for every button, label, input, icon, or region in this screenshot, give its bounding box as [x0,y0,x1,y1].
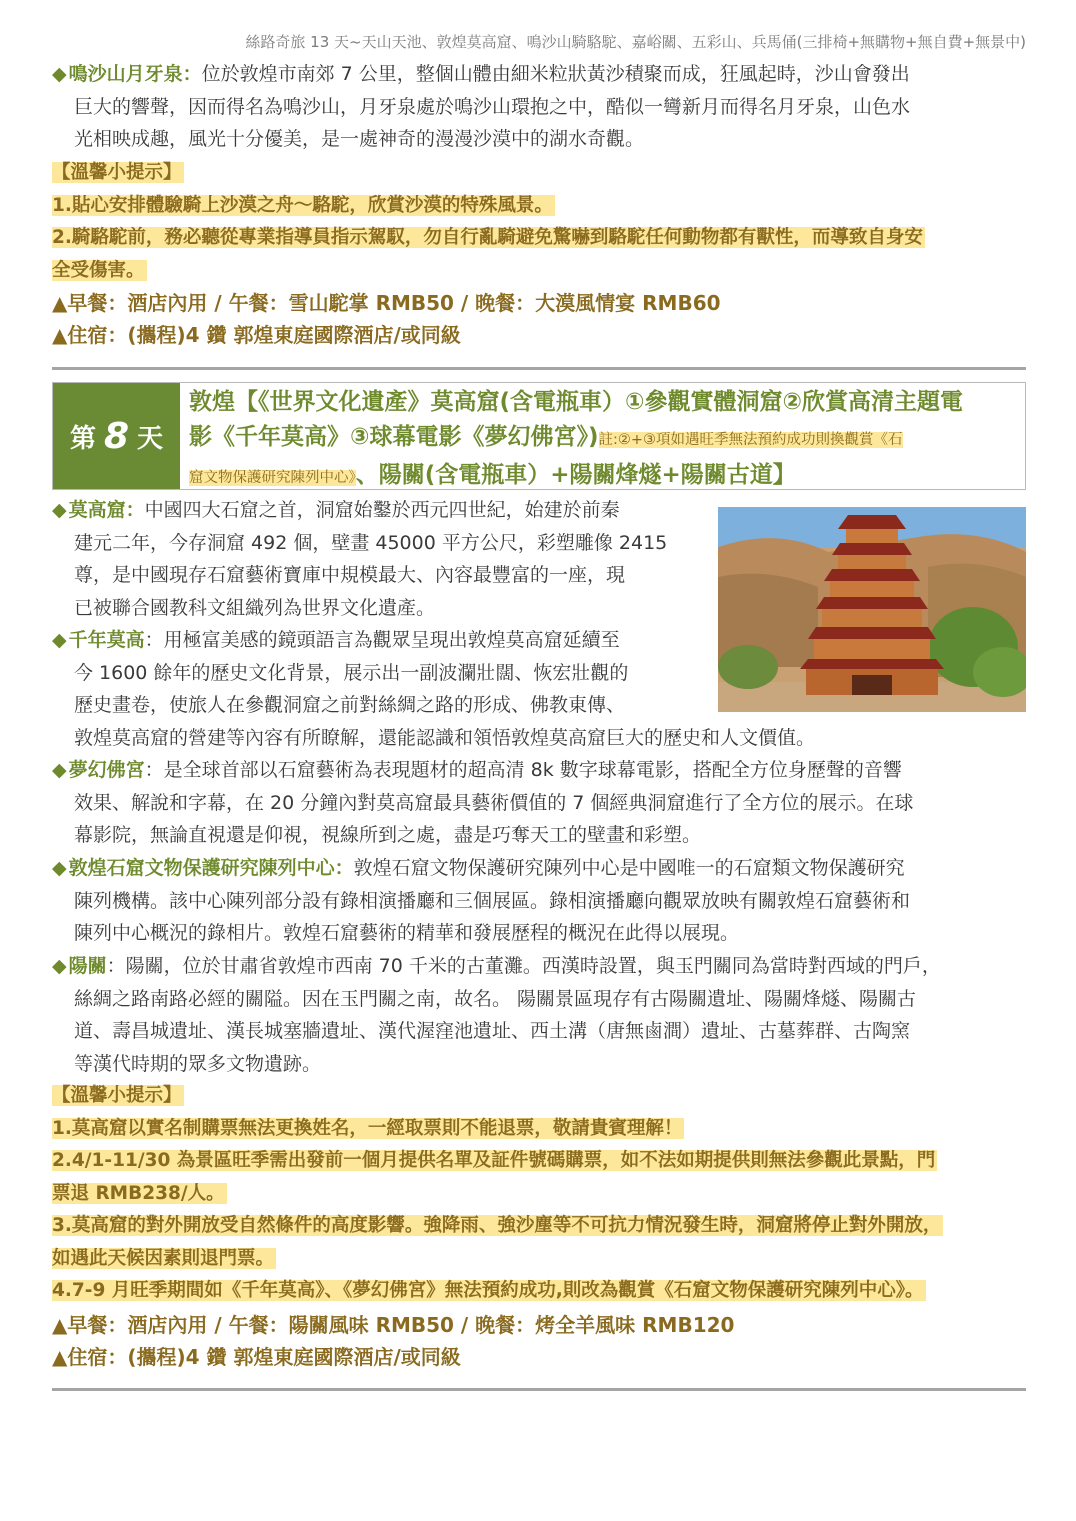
diamond-bullet-icon: ◆ [52,857,67,879]
tips-box-day8 [52,1080,1026,1308]
day-title-line: 敦煌【《世界文化遺產》莫高窟(含電瓶車）①參觀實體洞窟②欣賞高清主題電 [189,389,963,415]
section-divider [52,1388,1026,1391]
attraction-text: 敦煌莫高窟的營建等內容有所瞭解，還能認識和領悟敦煌莫高窟巨大的歷史和人文價值。 [74,726,816,749]
meals-day7: ▲早餐：酒店內用 / 午餐：雪山駝掌 RMB50 / 晚餐：大漠風情宴 RMB60 [52,291,721,315]
diamond-bullet-icon: ◆ [52,63,67,85]
attraction-text: 歷史畫卷，使旅人在參觀洞窟之前對絲綢之路的形成、佛教東傳、 [74,694,626,716]
day-number-badge [53,383,180,489]
attraction-text: 今 1600 餘年的歷史文化背景，展示出一副波瀾壯闊、恢宏壯觀的 [74,661,629,684]
attraction-title: 千年莫高 [68,629,145,651]
attraction-menghuan [52,754,1026,852]
meals-day8: ▲早餐：酒店內用 / 午餐：陽關風味 RMB50 / 晚餐：烤全羊風味 RMB120 [52,1313,735,1337]
section-divider [52,367,1026,370]
attraction-text: 中國四大石窟之首，洞窟始鑿於西元四世紀，始建於前秦 [144,499,620,521]
attraction-text: 道、壽昌城遺址、漢長城塞牆遺址、漢代渥窪池遺址、西土溝（唐無鹵澗）遺址、古墓葬群、古陶窯 [74,1020,911,1042]
diamond-bullet-icon: ◆ [52,955,67,977]
attraction-text: 建元二年，今存洞窟 492 個，壁畫 45000 平方公尺，彩塑雕像 2415 [74,531,668,554]
attraction-title: 莫高窟： [68,499,145,521]
day-title [189,385,1019,496]
tip-item: 票退 RMB238/人。 [52,1182,225,1204]
diamond-bullet-icon: ◆ [52,629,67,651]
attraction-text: 絲綢之路南路必經的關隘。因在玉門關之南，故名。 陽關景區現存有古陽關遺址、陽關烽燧、陽關古 [74,987,917,1010]
day-header [52,382,1026,490]
attraction-qiannian [52,624,1026,754]
attraction-title: 鳴沙山月牙泉： [68,63,202,85]
day-title-note: 窟文物保護研究陳列中心》 [189,470,356,486]
attraction-text: ：用極富美感的鏡頭語言為觀眾呈現出敦煌莫高窟延續至 [144,629,620,651]
attraction-text: 幕影院，無論直視還是仰視，視線所到之處，盡是巧奪天工的壁畫和彩塑。 [74,824,702,846]
attraction-research-center [52,852,1026,950]
tips-title: 【溫馨小提示】 [52,162,182,183]
tips-box-day7 [52,157,1026,287]
diamond-bullet-icon: ◆ [52,759,67,781]
day-title-note: 註:②+③項如遇旺季無法預約成功則換觀賞《石 [598,432,903,448]
attraction-text: ：是全球首部以石窟藝術為表現題材的超高清 8k 數字球幕電影，搭配全方位身歷聲的音響 [144,759,902,781]
attraction-mingsha [52,58,1026,156]
tip-item: 1.貼心安排體驗騎上沙漠之舟～駱駝，欣賞沙漠的特殊風景。 [52,194,553,216]
tip-item: 1.莫高窟以實名制購票無法更換姓名，一經取票則不能退票，敬請貴賓理解！ [52,1117,683,1139]
attraction-text: 已被聯合國教科文組織列為世界文化遺產。 [74,596,436,619]
tip-item: 如遇此天候因素則退門票。 [52,1247,275,1269]
attraction-text: 尊，是中國現存石窟藝術寶庫中規模最大、內容最豐富的一座，現 [74,564,626,586]
attraction-text: 光相映成趣，風光十分優美，是一處神奇的漫漫沙漠中的湖水奇觀。 [74,128,645,150]
attraction-text: 位於敦煌市南郊 7 公里，整個山體由細米粒狀黃沙積聚而成，狂風起時，沙山會發出 [201,63,910,85]
day-number: 8 [103,415,130,457]
attraction-text: 效果、解說和字幕，在 20 分鐘內對莫高窟最具藝術價值的 7 個經典洞窟進行了全方位的展示。在球 [74,791,914,814]
day-label: 第 [69,423,96,454]
attraction-text: 敦煌石窟文物保護研究陳列中心是中國唯一的石窟類文物保護研究 [353,857,905,879]
hotel-day8: ▲住宿：(攜程)4 鑽 郭煌東庭國際酒店/或同級 [52,1345,461,1369]
attraction-title: 夢幻佛宮 [68,759,145,781]
attraction-text: 陳列中心概況的錄相片。敦煌石窟藝術的精華和發展歷程的概況在此得以展現。 [74,922,740,944]
running-header: 絲路奇旅 13 天~天山天池、敦煌莫高窟、鳴沙山騎駱駝、嘉峪關、五彩山、兵馬俑(三排椅+無購物+無自費+無景中) [245,33,1026,51]
tip-item: 3.莫高窟的對外開放受自然條件的高度影響。強降雨、強沙塵等不可抗力情況發生時，洞窟將停止對外開放， [52,1215,942,1236]
attraction-title: 陽關 [68,955,107,977]
attraction-text: ：陽關，位於甘肅省敦煌市西南 70 千米的古董灘。西漢時設置，與玉門關同為當時對西域的門戶， [106,955,941,977]
tips-title: 【溫馨小提示】 [52,1085,182,1106]
attraction-mogao [52,494,712,624]
tip-item: 2.4/1-11/30 為景區旺季需出發前一個月提供名單及証件號碼購票，如不法如期提供則無法參觀此景點，門 [52,1150,936,1171]
attraction-yangguan [52,950,1026,1080]
tip-item: 全受傷害。 [52,259,145,281]
day-title-line: 影《千年莫高》③球幕電影《夢幻佛宮》) [189,424,599,450]
attraction-text: 陳列機構。該中心陳列部分設有錄相演播廳和三個展區。錄相演播廳向觀眾放映有關敦煌石窟藝術和 [74,889,911,912]
tip-item: 2.騎駱駝前，務必聽從專業指導員指示駕馭，勿自行亂騎避免驚嚇到駱駝任何動物都有獸性，而導致自身安 [52,227,923,248]
attraction-title: 敦煌石窟文物保護研究陳列中心： [68,857,354,879]
attraction-text: 巨大的響聲，因而得名為鳴沙山，月牙泉處於鳴沙山環抱之中，酷似一彎新月而得名月牙泉，山色水 [74,95,911,118]
tip-item: 4.7-9 月旺季期間如《千年莫高》、《夢幻佛宮》無法預約成功,則改為觀賞《石窟文物保護研究陳列中心》。 [52,1280,924,1301]
day-label: 天 [137,423,164,454]
hotel-day7: ▲住宿：(攜程)4 鑽 郭煌東庭國際酒店/或同級 [52,323,461,347]
diamond-bullet-icon: ◆ [52,499,67,521]
day-title-line: 、陽關(含電瓶車）+陽關烽燧+陽關古道】 [355,462,796,488]
attraction-text: 等漢代時期的眾多文物遺跡。 [74,1052,322,1075]
